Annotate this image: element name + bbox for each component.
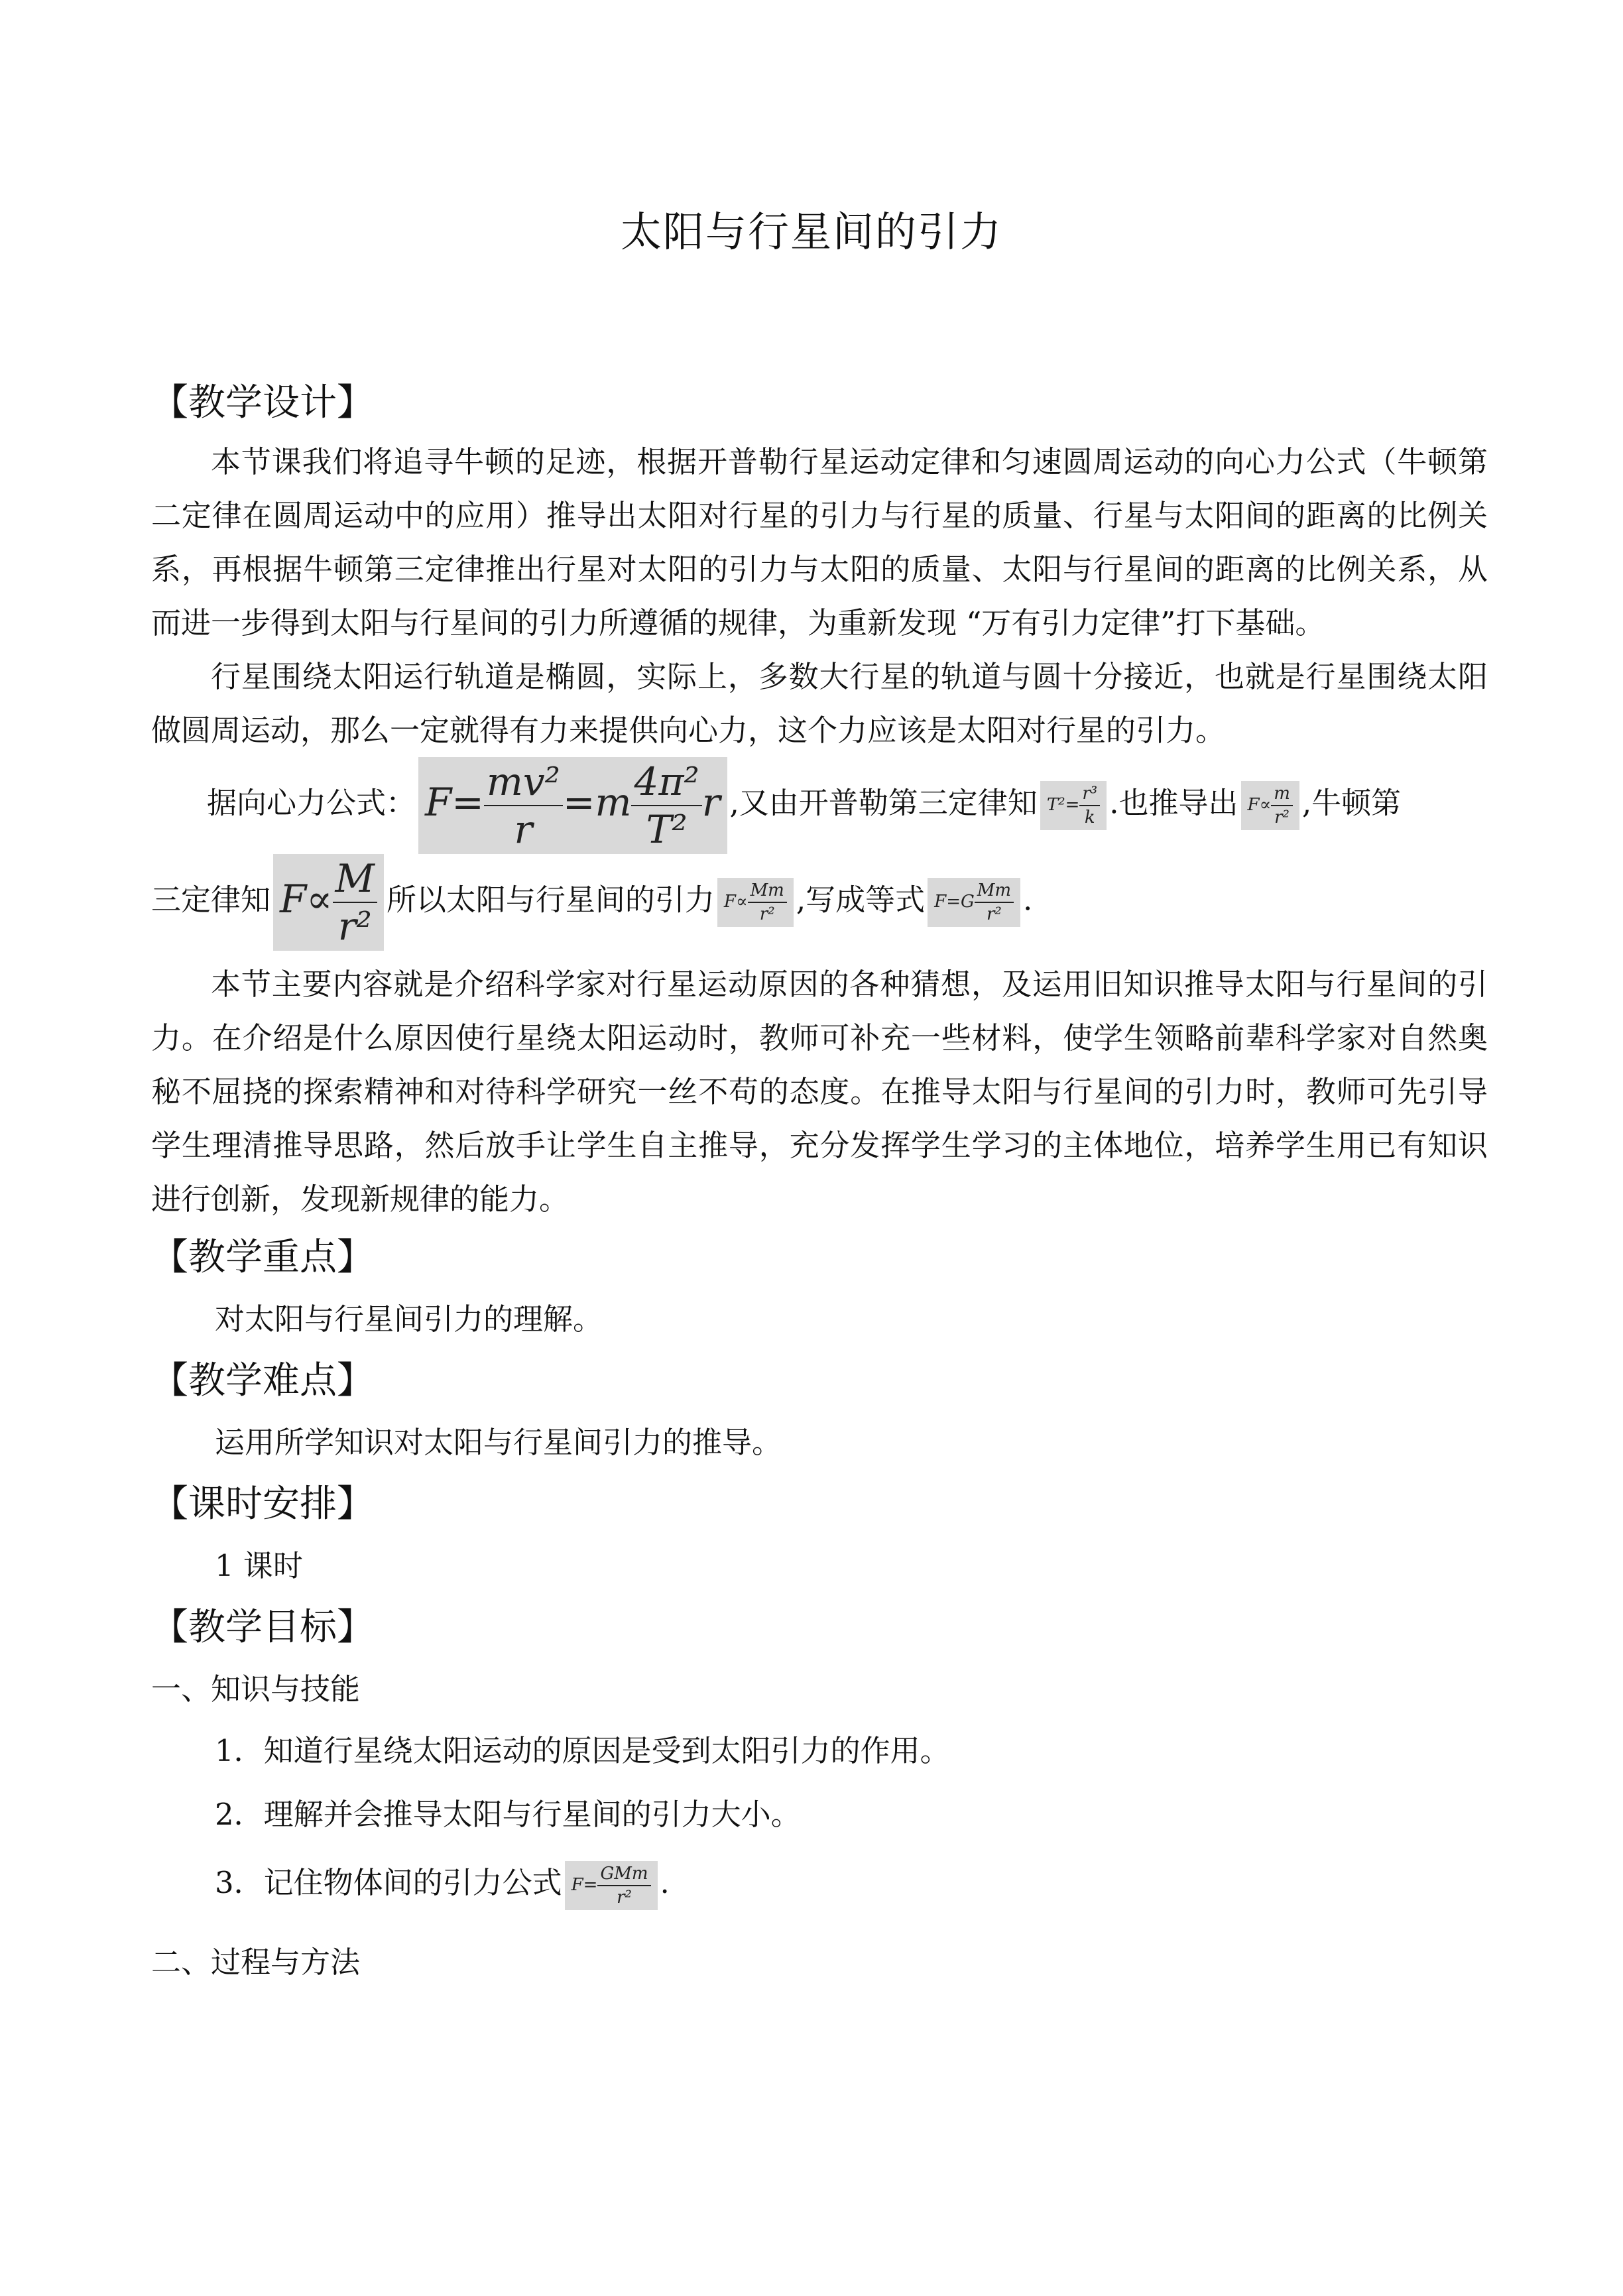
goal-item-1: 1．知道行星绕太阳运动的原因是受到太阳引力的作用。 [215, 1733, 950, 1768]
fraction [333, 855, 377, 949]
denominator: r² [1274, 808, 1290, 827]
text-segment: .也推导出 [1109, 785, 1238, 821]
text-segment: 3．记住物体间的引力公式 [215, 1865, 562, 1900]
fraction [631, 758, 701, 853]
design-paragraph-3 [151, 757, 1488, 854]
numerator: 4π² [631, 758, 701, 806]
numerator: m [1271, 782, 1293, 806]
design-paragraph-2: 行星围绕太阳运行轨道是椭圆，实际上，多数大行星的轨道与圆十分接近，也就是行星围绕太阳做圆周运动，那么一定就得有力来提供向心力，这个力应该是太阳对行星的引力。 [151, 659, 1488, 748]
denominator: r² [986, 904, 1002, 924]
schedule-text: 1 课时 [215, 1548, 303, 1583]
denominator: r² [337, 904, 372, 949]
fraction [1271, 782, 1293, 829]
section-heading-goals: 【教学目标】 [151, 1606, 374, 1649]
proportion-formula-2 [273, 854, 384, 951]
formula-part: F∝ [1247, 795, 1272, 815]
formula-part: =m [562, 780, 632, 825]
fraction [748, 879, 787, 926]
text-segment: 所以太阳与行星间的引力 [386, 882, 715, 918]
denominator: r [514, 807, 533, 852]
formula-part: F=G [934, 892, 975, 912]
denominator: r² [617, 1887, 632, 1907]
fraction [484, 758, 563, 853]
design-paragraph-4: 本节主要内容就是介绍科学家对行星运动原因的各种猜想，及运用旧知识推导太阳与行星间的引力。在介绍是什么原因使行星绕太阳运动时，教师可补充一些材料，使学生领略前辈科学家对自然奥秘不屈挠的探索精神和对待科学研究一丝不苟的态度。在推导太阳与行星间的引力时，教师可先引导学生理清推导思路，然后放手让学生自主推导，充分发挥学生学习的主体地位，培养学生用已有知识进行创新，发现新规律的能力。 [151, 967, 1488, 1217]
formula-part: F= [571, 1874, 598, 1895]
text-segment: . [660, 1865, 670, 1900]
page-title: 太阳与行星间的引力 [620, 208, 1002, 256]
text-segment: ,又由开普勒第三定律知 [729, 785, 1038, 821]
goal-item-3 [151, 1846, 1488, 1919]
fraction [975, 879, 1014, 926]
denominator: T² [646, 807, 688, 852]
document-body [151, 371, 1488, 1992]
formula-part: F∝ [723, 892, 748, 912]
numerator: Mm [975, 879, 1014, 903]
numerator: r³ [1079, 782, 1100, 806]
design-paragraph-3-cont [151, 854, 1488, 951]
difficulty-text: 运用所学知识对太阳与行星间引力的推导。 [215, 1425, 782, 1460]
numerator: mv² [484, 758, 563, 806]
numerator: M [333, 855, 377, 903]
section-heading-design: 【教学设计】 [151, 381, 374, 424]
denominator: k [1084, 808, 1095, 827]
proportion-formula-1 [1241, 781, 1299, 830]
fraction [597, 1862, 650, 1909]
formula-part: T²= [1046, 795, 1080, 815]
text-segment: ,写成等式 [796, 882, 926, 918]
text-segment: 三定律知 [151, 882, 271, 918]
formula-part: F∝ [280, 876, 333, 922]
section-heading-schedule: 【课时安排】 [151, 1482, 374, 1526]
proportion-formula-3 [717, 878, 794, 927]
key-text: 对太阳与行星间引力的理解。 [215, 1301, 603, 1337]
fraction [1079, 782, 1100, 829]
text-segment: ,牛顿第 [1301, 785, 1402, 821]
numerator: GMm [597, 1862, 650, 1886]
design-paragraph-1: 本节课我们将追寻牛顿的足迹，根据开普勒行星运动定律和匀速圆周运动的向心力公式（牛顿第二定律在圆周运动中的应用）推导出太阳对行星的引力与行星的质量、行星与太阳间的距离的比例关系，再根据牛顿第三定律推出行星对太阳的引力与太阳的质量、太阳与行星间的距离的比例关系，从而进一步得到太阳与行星间的引力所遵循的规律，为重新发现 “万有引力定律”打下基础。 [151, 444, 1488, 640]
gravitation-law-formula [565, 1861, 658, 1910]
centripetal-formula [418, 757, 727, 854]
goals-part-1: 一、知识与技能 [151, 1671, 361, 1707]
section-heading-key: 【教学重点】 [151, 1236, 374, 1279]
goals-part-2: 二、过程与方法 [151, 1945, 361, 1980]
goal-item-2: 2．理解并会推导太阳与行星间的引力大小。 [215, 1797, 801, 1832]
text-segment: . [1023, 882, 1033, 918]
text-segment: 据向心力公式： [207, 785, 416, 821]
section-heading-difficulty: 【教学难点】 [151, 1359, 374, 1402]
kepler-formula [1040, 781, 1107, 830]
gravitation-equation [928, 878, 1020, 927]
formula-part: r [701, 780, 721, 825]
numerator: Mm [748, 879, 787, 903]
formula-part: F= [425, 780, 484, 825]
denominator: r² [759, 904, 775, 924]
